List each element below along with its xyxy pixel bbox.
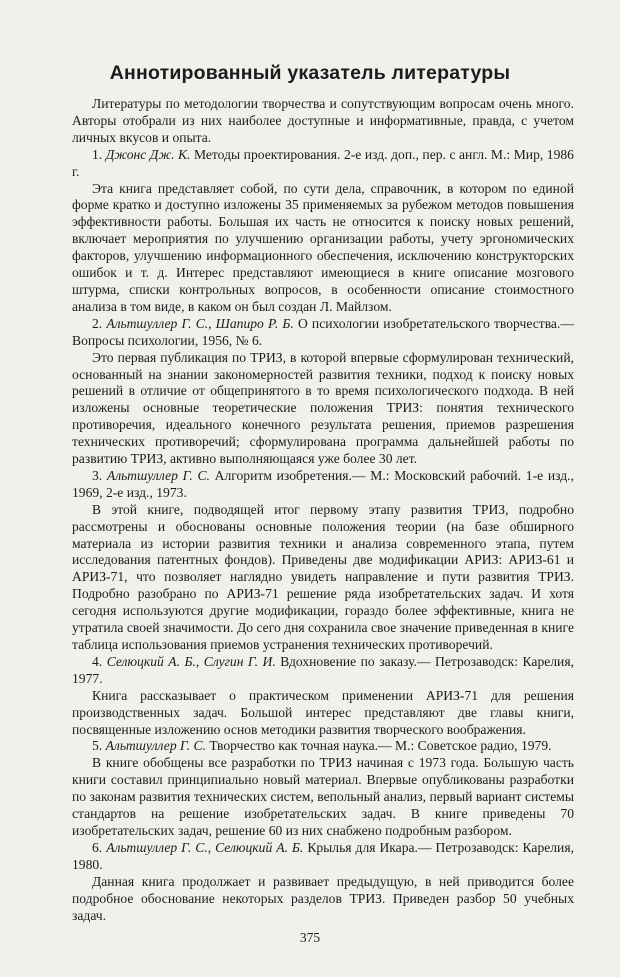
page-heading: Аннотированный указатель литературы [109,62,511,84]
entry-2-citation: 2. Альтшуллер Г. С., Шапиро Р. Б. О психологии изобретательского творчества.— Вопросы психологии, 1956, № 6. [72,315,574,348]
entry-4-citation: 4. Селюцкий А. Б., Слугин Г. И. Вдохновение по заказу.— Петрозаводск: Карелия, 1977. [72,653,574,686]
entry-3-annotation: В этой книге, подводящей итог первому этапу развития ТРИЗ, подробно рассмотрены и обоснованы основные положения теории (на базе обширного материала из истории развития техники и анализа современного этапа, путем исследования патентных фондов). Приведены две модификации АРИЗ: АРИЗ-61 и АРИЗ-71, что позволяет наглядно увидеть направление и пути развития ТРИЗ. Подробно разобрано по АРИЗ-71 решение ряда изобретательских задач. И хотя сегодня используются другие модификации, гораздо более эффективные, книга не утратила своей значимости. До сего дня сохранила свое значение приведенная в книге таблица использования приемов устранения технических противоречий. [72,501,574,652]
entry-3-citation: 3. Альтшуллер Г. С. Алгоритм изобретения.— М.: Московский рабочий. 1-е изд., 1969, 2-е изд., 1973. [72,467,574,500]
page-number: 375 [299,930,321,945]
body-text [72,96,574,924]
entry-4-annotation: Книга рассказывает о практическом применении АРИЗ-71 для решения производственных задач. Большой интерес представляют две главы книги, посвященные изложению основ методики развития творческого воображения. [72,687,574,737]
entry-1-citation: 1. Джонс Дж. К. Методы проектирования. 2-е изд. доп., пер. с англ. М.: Мир, 1986 г. [72,146,574,179]
entry-1-authors: Джонс Дж. К. [105,146,191,162]
intro-paragraph: Литературы по методологии творчества и сопутствующим вопросам очень много. Авторы отобрали из них наиболее доступные и информативные, правда, с учетом личных вкусов и опыта. [72,96,574,145]
entry-6-annotation: Данная книга продолжает и развивает предыдущую, в ней приводится более подробное обоснование некоторых разделов ТРИЗ. Приведен разбор 50 учебных задач. [72,873,574,923]
entry-6-authors: Альтшуллер Г. С., Селюцкий А. Б. [106,839,304,855]
entry-3-authors: Альтшуллер Г. С. [106,467,210,483]
entry-5-authors: Альтшуллер Г. С. [105,738,206,754]
entry-2-authors: Альтшуллер Г. С., Шапиро Р. Б. [106,315,294,331]
entry-5-annotation: В книге обобщены все разработки по ТРИЗ начиная с 1973 года. Большую часть книги составил принципиально новый материал. Впервые опубликованы разработки по законам развития технических систем, вепольный анализ, первый вариант системы стандартов на решение изобретательских задач. В книге приведены 70 изобретательских задач, решение 60 из них снабжено подробным разбором. [72,755,574,838]
entry-6-citation: 6. Альтшуллер Г. С., Селюцкий А. Б. Крылья для Икара.— Петрозаводск: Карелия, 1980. [72,839,574,872]
entry-4-authors: Селюцкий А. Б., Слугин Г. И. [106,653,276,669]
entry-1-annotation: Эта книга представляет собой, по сути дела, справочник, в котором по единой форме кратко и доступно изложены 35 применяемых за рубежом методов повышения эффективности работы. Большая их часть не относится к поиску новых решений, включает мероприятия по улучшению организации работы, учету эргономических факторов, улучшению информационного обеспечения, исключению конструкторских ошибок и т. д. Интерес представляют имеющиеся в книге описание мозгового штурма, списки контрольных вопросов, в особенности описание стоимостного анализа в том виде, в каком он был создан Л. Майлзом. [72,180,574,314]
entry-5-citation: 5. Альтшуллер Г. С. Творчество как точная наука.— М.: Советское радио, 1979. [92,738,552,754]
entry-2-annotation: Это первая публикация по ТРИЗ, в которой впервые сформулирован технический, основанный на знании закономерностей развития техники, подход к поиску новых решений в отличие от общепринятого в то время психологического подхода. В ней изложены основные теоретические положения ТРИЗ: понятия технического противоречия, идеального конечного результата решения, приемов разрешения технических противоречий; сформулирована программа дальнейшей работы по развитию ТРИЗ, активно выполняющаяся уже более 30 лет. [72,349,574,467]
